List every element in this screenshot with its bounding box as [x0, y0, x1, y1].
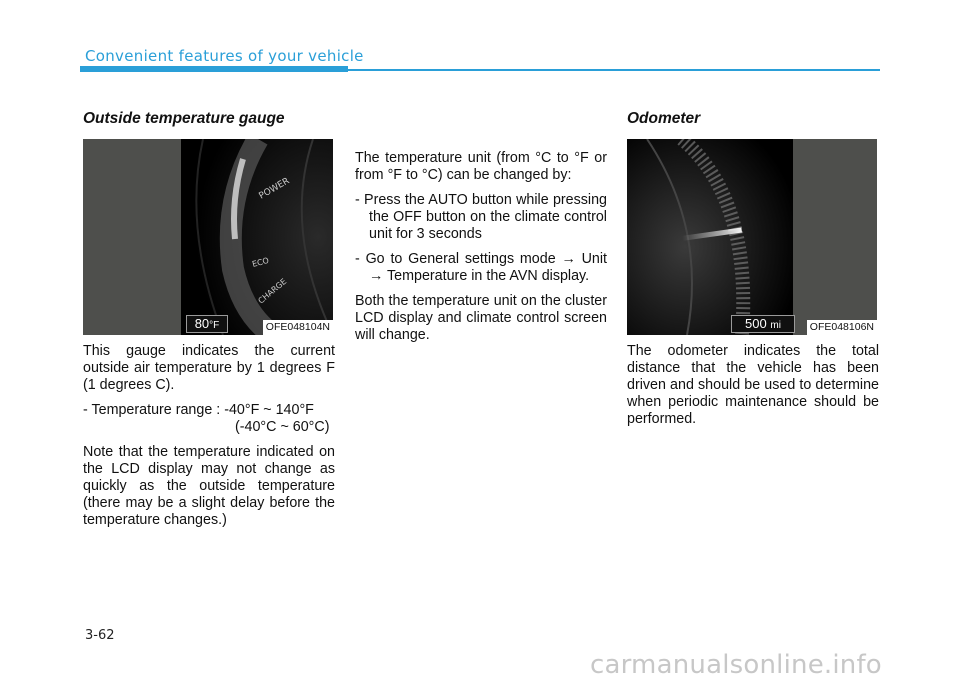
temperature-range-fahrenheit: - Temperature range : -40°F ~ 140°F — [83, 402, 314, 418]
temperature-lcd-readout — [186, 315, 228, 333]
column-odometer — [627, 110, 879, 436]
watermark: carmanualsonline.info — [590, 650, 882, 680]
figure-code: OFE048104N — [263, 320, 333, 335]
odometer-lcd-value: 500 — [745, 316, 767, 331]
odometer-lcd-unit: mi — [770, 320, 781, 331]
gauge-description: This gauge indicates the current outside air temperature by 1 degrees F (1 degrees C). — [83, 343, 335, 393]
section-heading-odometer: Odometer — [627, 110, 701, 127]
temperature-range-celsius: (-40°C ~ 60°C) — [235, 419, 330, 435]
figure-code: OFE048106N — [807, 320, 877, 335]
gauge-illustration — [83, 139, 333, 335]
odometer-illustration — [627, 139, 877, 335]
odometer-lcd-readout — [731, 315, 795, 333]
header-title: Convenient features of your vehicle — [85, 47, 364, 65]
section-heading-outside-temperature: Outside temperature gauge — [83, 110, 285, 127]
odometer-figure — [627, 139, 877, 335]
temperature-lcd-unit: °F — [209, 320, 220, 331]
gauge-label-eco: ECO — [251, 255, 270, 269]
temperature-range — [83, 402, 335, 436]
unit-change-intro: The temperature unit (from °C to °F or from °F to °C) can be changed by: — [355, 150, 607, 183]
column-temperature-unit — [355, 150, 607, 352]
unit-change-result: Both the temperature unit on the cluster LCD display and climate control screen will change. — [355, 293, 607, 343]
odometer-description: The odometer indicates the total distance that the vehicle has been driven and should be used to determine when periodic maintenance should be performed. — [627, 343, 879, 427]
gauge-label-charge: CHARGE — [256, 276, 289, 306]
temperature-lcd-value: 80 — [194, 316, 210, 331]
gauge-label-power: POWER — [257, 176, 292, 202]
page-number: 3-62 — [85, 628, 115, 643]
unit-change-step-1: - Press the AUTO button while pressing the OFF button on the climate control unit for 3 seconds — [355, 192, 607, 242]
unit-change-step-2: - Go to General settings mode → Unit → Temperature in the AVN display. — [355, 251, 607, 284]
temperature-note: Note that the temperature indicated on the LCD display may not change as quickly as the outside temperature (there may be a slight delay before the temperature changes.) — [83, 444, 335, 528]
temperature-gauge-figure — [83, 139, 333, 335]
column-outside-temperature — [83, 110, 335, 537]
header-rule-thin — [348, 69, 880, 71]
header-rule-thick — [80, 66, 348, 72]
